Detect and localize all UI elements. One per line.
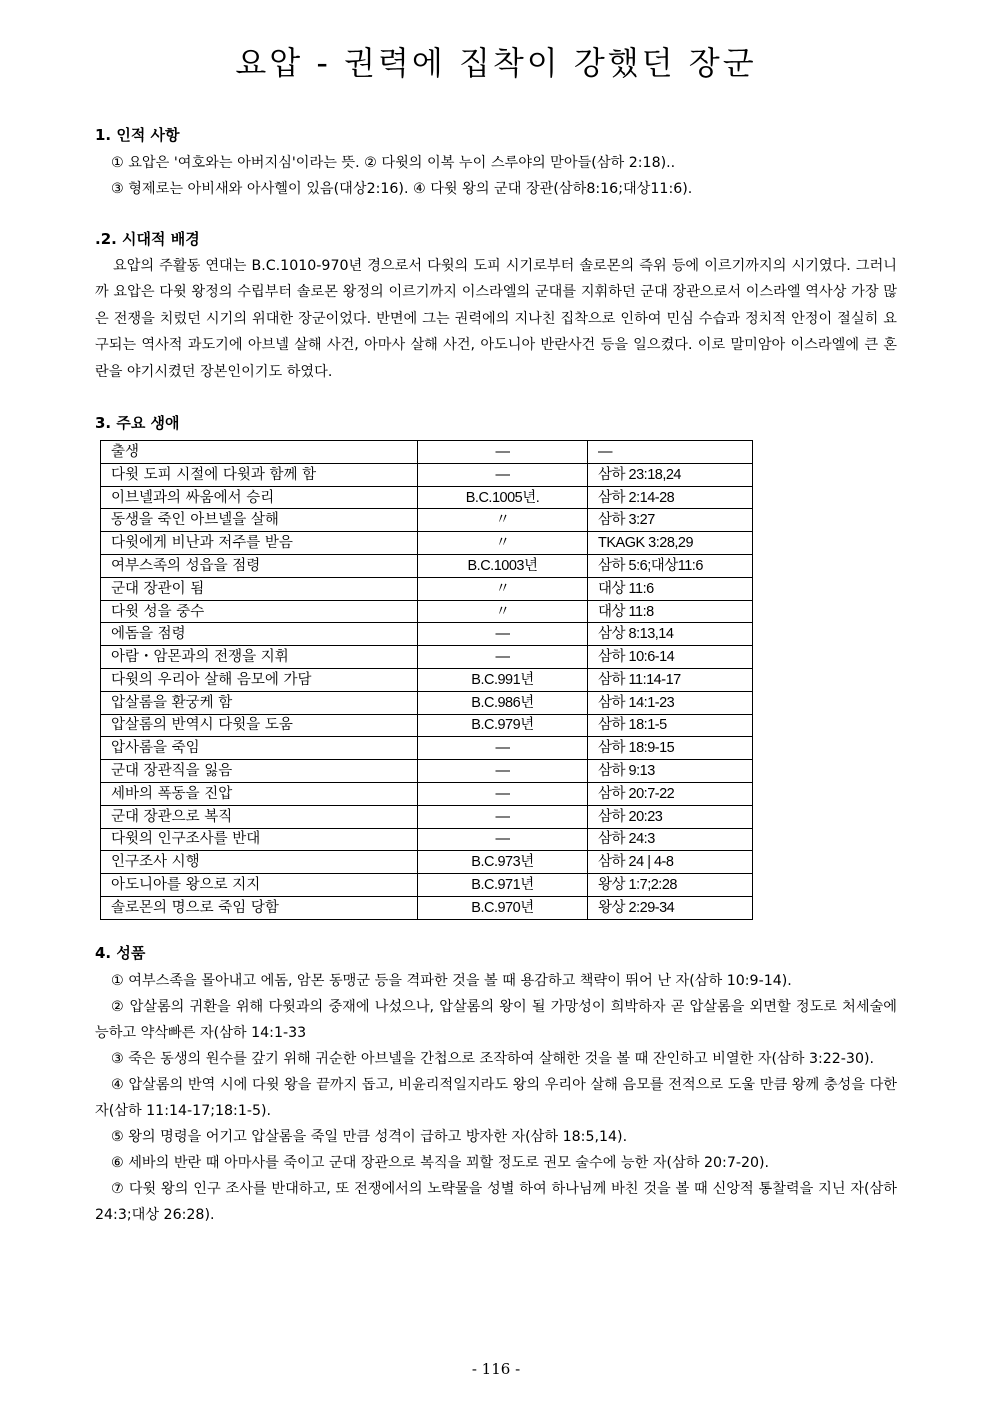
reference-cell: TKAGK 3:28,29 (588, 532, 753, 555)
table-row (101, 805, 753, 828)
date-cell: B.C.1003년 (418, 555, 588, 578)
event-cell: 압살롬을 환궁케 함 (101, 691, 418, 714)
event-cell: 압사롬을 죽임 (101, 737, 418, 760)
trait-item: ① 여부스족을 몰아내고 에돔, 암몬 동맹군 등을 격파한 것을 볼 때 용감하고 책략이 뛰어 난 자(삼하 10:9-14). (111, 972, 792, 989)
event-cell: 세바의 폭동을 진압 (101, 782, 418, 805)
info-line: ③ 형제로는 아비새와 아사헬이 있음(대상2:16). ④ 다윗 왕의 군대 장관(삼하8:16;대상11:6). (111, 181, 693, 197)
reference-cell: 삼상 8:13,14 (588, 623, 753, 646)
event-cell: 아람・암몬과의 전쟁을 지휘 (101, 646, 418, 669)
reference-cell: 삼하 20:23 (588, 805, 753, 828)
date-cell: B.C.971년 (418, 874, 588, 897)
reference-cell: 삼하 3:27 (588, 509, 753, 532)
event-cell: 출생 (101, 441, 418, 464)
table-row (101, 623, 753, 646)
event-cell: 다윗에게 비난과 저주를 받음 (101, 532, 418, 555)
date-cell: 〃 (418, 577, 588, 600)
event-cell: 다윗 도피 시절에 다윗과 함께 함 (101, 463, 418, 486)
table-row (101, 691, 753, 714)
table-row (101, 737, 753, 760)
section-heading: 1. 인적 사항 (95, 126, 180, 144)
section-historical-background (95, 228, 897, 385)
table-row (101, 782, 753, 805)
date-cell: 〃 (418, 509, 588, 532)
reference-cell: 왕상 1:7;2:28 (588, 874, 753, 897)
trait-item: ⑥ 세바의 반란 때 아마사를 죽이고 군대 장관으로 복직을 꾀할 정도로 권모 술수에 능한 자(삼하 20:7-20). (111, 1154, 770, 1171)
table-row (101, 760, 753, 783)
table-row (101, 486, 753, 509)
reference-cell: 삼하 2:14-28 (588, 486, 753, 509)
trait-item: ⑤ 왕의 명령을 어기고 압살롬을 죽일 만큼 성격이 급하고 방자한 자(삼하 18:5,14). (111, 1128, 628, 1145)
reference-cell: 삼하 10:6-14 (588, 646, 753, 669)
table-row (101, 896, 753, 919)
event-cell: 인구조사 시행 (101, 851, 418, 874)
date-cell: 〃 (418, 600, 588, 623)
reference-cell: 삼하 9:13 (588, 760, 753, 783)
event-cell: 아도니아를 왕으로 지지 (101, 874, 418, 897)
date-cell: — (418, 805, 588, 828)
table-row (101, 874, 753, 897)
event-cell: 다윗의 인구조사를 반대 (101, 828, 418, 851)
event-cell: 다윗의 우리아 살해 음모에 가담 (101, 669, 418, 692)
event-cell: 다윗 성을 중수 (101, 600, 418, 623)
table-row (101, 828, 753, 851)
section-major-life (95, 412, 897, 920)
table-row (101, 714, 753, 737)
date-cell: B.C.986년 (418, 691, 588, 714)
event-cell: 동생을 죽인 아브넬을 살해 (101, 509, 418, 532)
event-cell: 군대 장관직을 잃음 (101, 760, 418, 783)
date-cell: B.C.970년 (418, 896, 588, 919)
info-line: ① 요압은 '여호와는 아버지심'이라는 뜻. ② 다윗의 이복 누이 스루야의 맏아들(삼하 2:18).. (111, 155, 676, 171)
date-cell: — (418, 828, 588, 851)
date-cell: — (418, 623, 588, 646)
date-cell: B.C.979년 (418, 714, 588, 737)
table-row (101, 577, 753, 600)
document-body (95, 124, 897, 1228)
reference-cell: 삼하 23:18,24 (588, 463, 753, 486)
date-cell: B.C.991년 (418, 669, 588, 692)
section-heading: 4. 성품 (95, 943, 146, 962)
event-cell: 압살롬의 반역시 다윗을 도움 (101, 714, 418, 737)
date-cell: B.C.973년 (418, 851, 588, 874)
date-cell: — (418, 760, 588, 783)
date-cell: — (418, 782, 588, 805)
event-cell: 군대 장관으로 복직 (101, 805, 418, 828)
table-row (101, 532, 753, 555)
reference-cell: 대상 11:6 (588, 577, 753, 600)
background-paragraph: 요압의 주활동 연대는 B.C.1010-970년 경으로서 다윗의 도피 시기로부터 솔로몬의 즉위 등에 이르기까지의 시기였다. 그러니까 요압은 다윗 왕정의 수립부터 솔로몬 왕정의 이르기까지 이스라엘의 군대를 지휘하던 군대 장관으로서 이스라엘 역사상 가장 많은 전쟁을 치렀던 시기의 위대한 장군이었다. 반면에 그는 권력에의 지나친 집착으로 인하여 민심 수습과 정치적 안정이 절실히 요구되는 역사적 과도기에 아브넬 살해 사건, 아마사 살해 사건, 아도니아 반란사건 등을 일으켰다. 이로 말미암아 이스라엘에 큰 혼란을 야기시켰던 장본인이기도 하였다. (95, 258, 897, 380)
reference-cell: 삼하 18:9-15 (588, 737, 753, 760)
reference-cell: 삼하 14:1-23 (588, 691, 753, 714)
section-heading: .2. 시대적 배경 (95, 230, 200, 248)
event-cell: 이브넬과의 싸움에서 승리 (101, 486, 418, 509)
table-row (101, 646, 753, 669)
date-cell: — (418, 441, 588, 464)
section-character (95, 942, 897, 1228)
section-heading: 3. 주요 생애 (95, 414, 180, 433)
table-row (101, 555, 753, 578)
event-cell: 여부스족의 성읍을 점령 (101, 555, 418, 578)
date-cell: — (418, 646, 588, 669)
section-personal-info (95, 124, 897, 202)
table-row (101, 509, 753, 532)
reference-cell: 삼하 24:3 (588, 828, 753, 851)
table-row (101, 463, 753, 486)
date-cell: — (418, 737, 588, 760)
event-cell: 군대 장관이 됨 (101, 577, 418, 600)
reference-cell: 삼하 5:6;대상11:6 (588, 555, 753, 578)
trait-item: ③ 죽은 동생의 원수를 갚기 위해 귀순한 아브넬을 간첩으로 조작하여 살해한 것을 볼 때 잔인하고 비열한 자(삼하 3:22-30). (111, 1050, 875, 1067)
page-title: 요압 - 권력에 집착이 강했던 장군 (235, 44, 757, 82)
date-cell: — (418, 463, 588, 486)
reference-cell: 삼하 24 | 4-8 (588, 851, 753, 874)
reference-cell: 삼하 20:7-22 (588, 782, 753, 805)
page-number: - 116 - (471, 1360, 521, 1378)
table-row (101, 600, 753, 623)
event-cell: 솔로몬의 명으로 죽임 당함 (101, 896, 418, 919)
life-events-table (100, 440, 753, 920)
reference-cell: 왕상 2:29-34 (588, 896, 753, 919)
date-cell: 〃 (418, 532, 588, 555)
reference-cell: 대상 11:8 (588, 600, 753, 623)
trait-item: ④ 압살롬의 반역 시에 다윗 왕을 끝까지 돕고, 비윤리적일지라도 왕의 우리아 살해 음모를 전적으로 도울 만큼 왕께 충성을 다한 자(삼하 11:14-17;18:1-5). (95, 1076, 897, 1119)
table-row (101, 441, 753, 464)
reference-cell: 삼하 18:1-5 (588, 714, 753, 737)
table-row (101, 851, 753, 874)
reference-cell: 삼하 11:14-17 (588, 669, 753, 692)
trait-item: ② 압살롬의 귀환을 위해 다윗과의 중재에 나섰으나, 압살롬의 왕이 될 가망성이 희박하자 곧 압살롬을 외면할 정도로 처세술에 능하고 약삭빠른 자(삼하 14:1-33 (95, 998, 897, 1041)
date-cell: B.C.1005년. (418, 486, 588, 509)
trait-item: ⑦ 다윗 왕의 인구 조사를 반대하고, 또 전쟁에서의 노략물을 성별 하여 하나님께 바친 것을 볼 때 신앙적 통찰력을 지닌 자(삼하 24:3;대상 26:28). (95, 1180, 897, 1223)
table-row (101, 669, 753, 692)
reference-cell: — (588, 441, 753, 464)
event-cell: 에돔을 점령 (101, 623, 418, 646)
